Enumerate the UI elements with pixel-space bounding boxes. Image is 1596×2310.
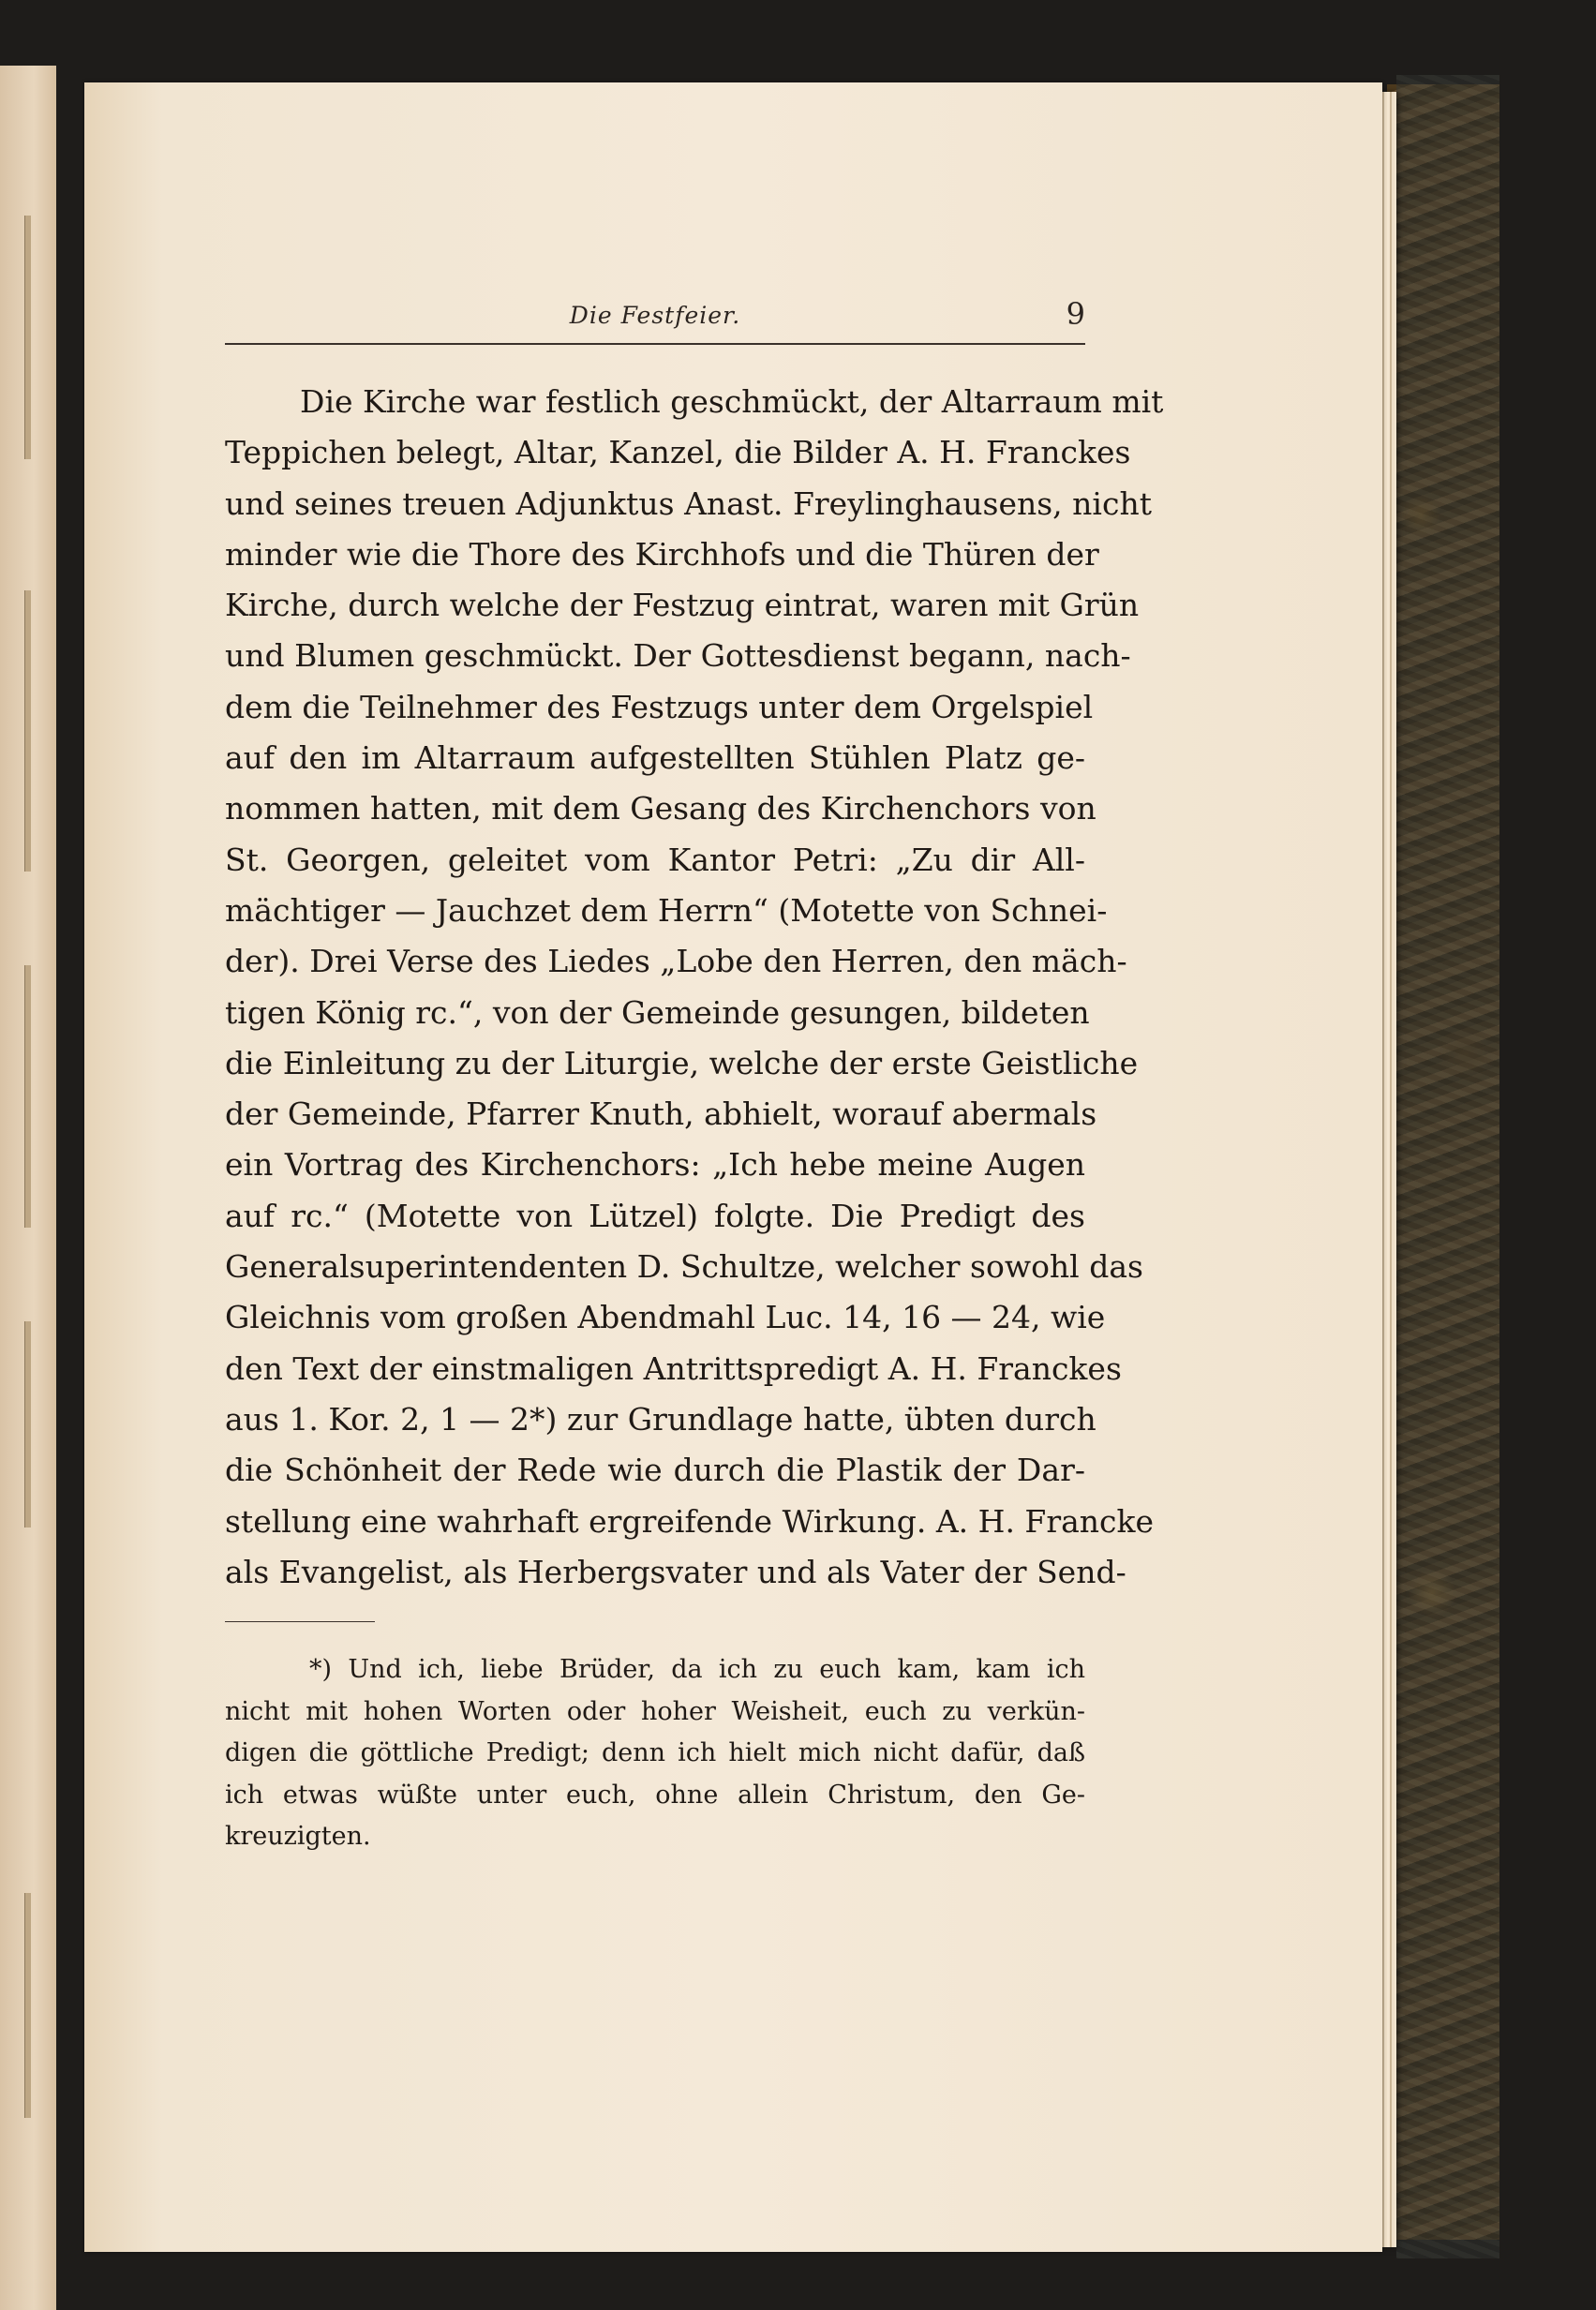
text-line: minder wie die Thore des Kirchhofs und die Thüren der [225,535,1099,573]
text-line: stellung eine wahrhaft ergreifende Wirkung. A. H. Francke [225,1502,1155,1540]
footnote-rule [225,1621,375,1622]
binding-stitch [24,590,31,872]
page-header [225,296,1085,339]
running-title: Die Festfeier. [569,302,741,329]
text-line: Kirche, durch welche der Festzug eintrat, waren mit Grün [225,587,1140,624]
footnote [225,1649,1085,1858]
text-line: St. Georgen, geleitet vom Kantor Petri: „Zu dir All- [225,841,1085,878]
text-line: auf den im Altarraum aufgestellten Stühlen Platz ge- [225,739,1085,777]
binding-stitch [24,965,31,1228]
footnote-line: kreuzigten. [225,1822,371,1851]
text-line: auf rc.“ (Motette von Lützel) folgte. Die Predigt des [225,1197,1085,1234]
text-line: dem die Teilnehmer des Festzugs unter dem Orgelspiel [225,688,1094,725]
main-text [225,377,1164,1598]
text-line: und seines treuen Adjunktus Anast. Freylinghausens, nicht [225,484,1152,522]
footnote-line: nicht mit hohen Worten oder hoher Weisheit, euch zu verkün- [225,1696,1085,1726]
text-line: die Einleitung zu der Liturgie, welche der erste Geistliche [225,1044,1139,1081]
text-line: aus 1. Kor. 2, 1 — 2*) zur Grundlage hatte, übten durch [225,1400,1096,1438]
text-line: ein Vortrag des Kirchenchors: „Ich hebe meine Augen [225,1146,1085,1184]
text-line: Die Kirche war festlich geschmückt, der Altarraum mit [300,383,1164,420]
text-line: mächtiger — Jauchzet dem Herrn“ (Motette von Schnei- [225,891,1108,929]
page-number: 9 [1066,296,1085,332]
text-line: und Blumen geschmückt. Der Gottesdienst begann, nach- [225,637,1131,675]
binding-stitch [24,216,31,459]
text-line: Generalsuperintendenten D. Schultze, welcher sowohl das [225,1248,1143,1286]
text-line: der Gemeinde, Pfarrer Knuth, abhielt, worauf abermals [225,1095,1097,1133]
previous-page-edge [0,66,56,2310]
binding-stitch [24,1321,31,1528]
cover-cloth-edge [1396,75,1499,2258]
header-rule [225,343,1085,345]
text-line: als Evangelist, als Herbergsvater und als Vater der Send- [225,1553,1126,1590]
text-line: den Text der einstmaligen Antrittspredigt A. H. Franckes [225,1349,1122,1387]
text-line: Gleichnis vom großen Abendmahl Luc. 14, 16 — 24, wie [225,1299,1106,1336]
text-line: der). Drei Verse des Liedes „Lobe den Herren, den mäch- [225,943,1127,980]
binding-stitch [24,1893,31,2118]
text-line: tigen König rc.“, von der Gemeinde gesungen, bildeten [225,993,1090,1031]
text-line: die Schönheit der Rede wie durch die Plastik der Dar- [225,1452,1085,1489]
footnote-line: ich etwas wüßte unter euch, ohne allein Christum, den Ge- [225,1780,1085,1810]
footnote-line: *) Und ich, liebe Brüder, da ich zu euch kam, kam ich [309,1655,1085,1684]
text-line: Teppichen belegt, Altar, Kanzel, die Bilder A. H. Franckes [225,434,1131,471]
footnote-line: digen die göttliche Predigt; denn ich hielt mich nicht dafür, daß [225,1738,1085,1767]
text-line: nommen hatten, mit dem Gesang des Kirchenchors von [225,790,1096,827]
